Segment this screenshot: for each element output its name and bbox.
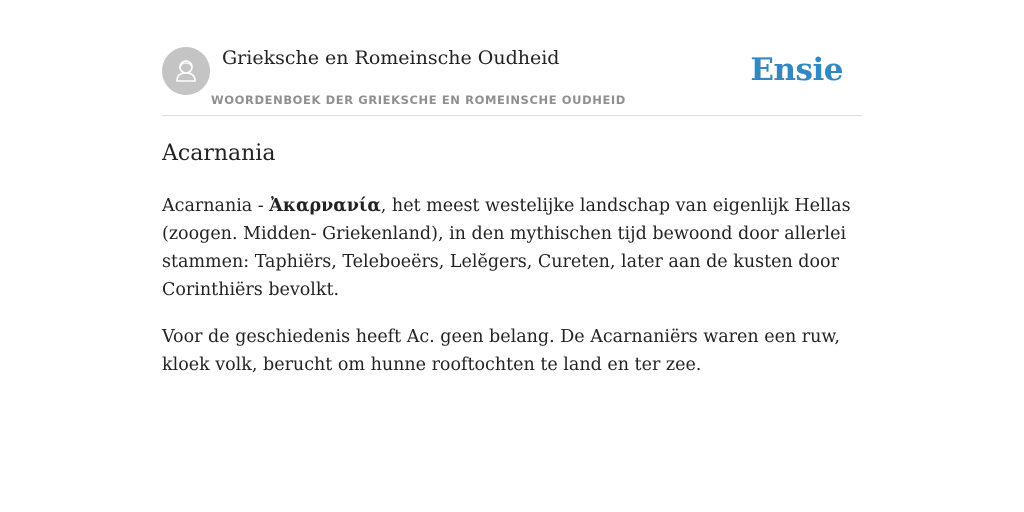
greek-headword: Ἀκαρνανία bbox=[269, 196, 381, 216]
source-header bbox=[162, 45, 862, 116]
source-title-link[interactable]: Grieksche en Romeinsche Oudheid bbox=[222, 47, 560, 69]
avatar[interactable] bbox=[162, 47, 210, 95]
source-subtitle: WOORDENBOEK DER GRIEKSCHE EN ROMEINSCHE OUDHEID bbox=[211, 93, 626, 107]
article-title: Acarnania bbox=[162, 141, 276, 166]
paragraph-1-lead: Acarnania - bbox=[162, 196, 270, 216]
article bbox=[162, 138, 862, 379]
article-paragraph-1 bbox=[162, 192, 862, 304]
article-paragraph-2: Voor de geschiedenis heeft Ac. geen belang. De Acarnaniërs waren een ruw, kloek volk, berucht om hunne rooftochten te land en ter zee. bbox=[162, 327, 840, 375]
paragraph-1-text: , het meest westelijke landschap van eigenlijk Hellas (zoogen. Midden- Griekenland), in den mythischen tijd bewoond door allerlei stammen: Taphiërs, Teleboeërs, Lelĕgers, Cureten, later aan de kusten door Corinthiërs bevolkt. bbox=[162, 196, 851, 300]
brand-logo-link[interactable]: Ensie bbox=[750, 52, 843, 88]
user-silhouette-icon bbox=[162, 47, 210, 95]
